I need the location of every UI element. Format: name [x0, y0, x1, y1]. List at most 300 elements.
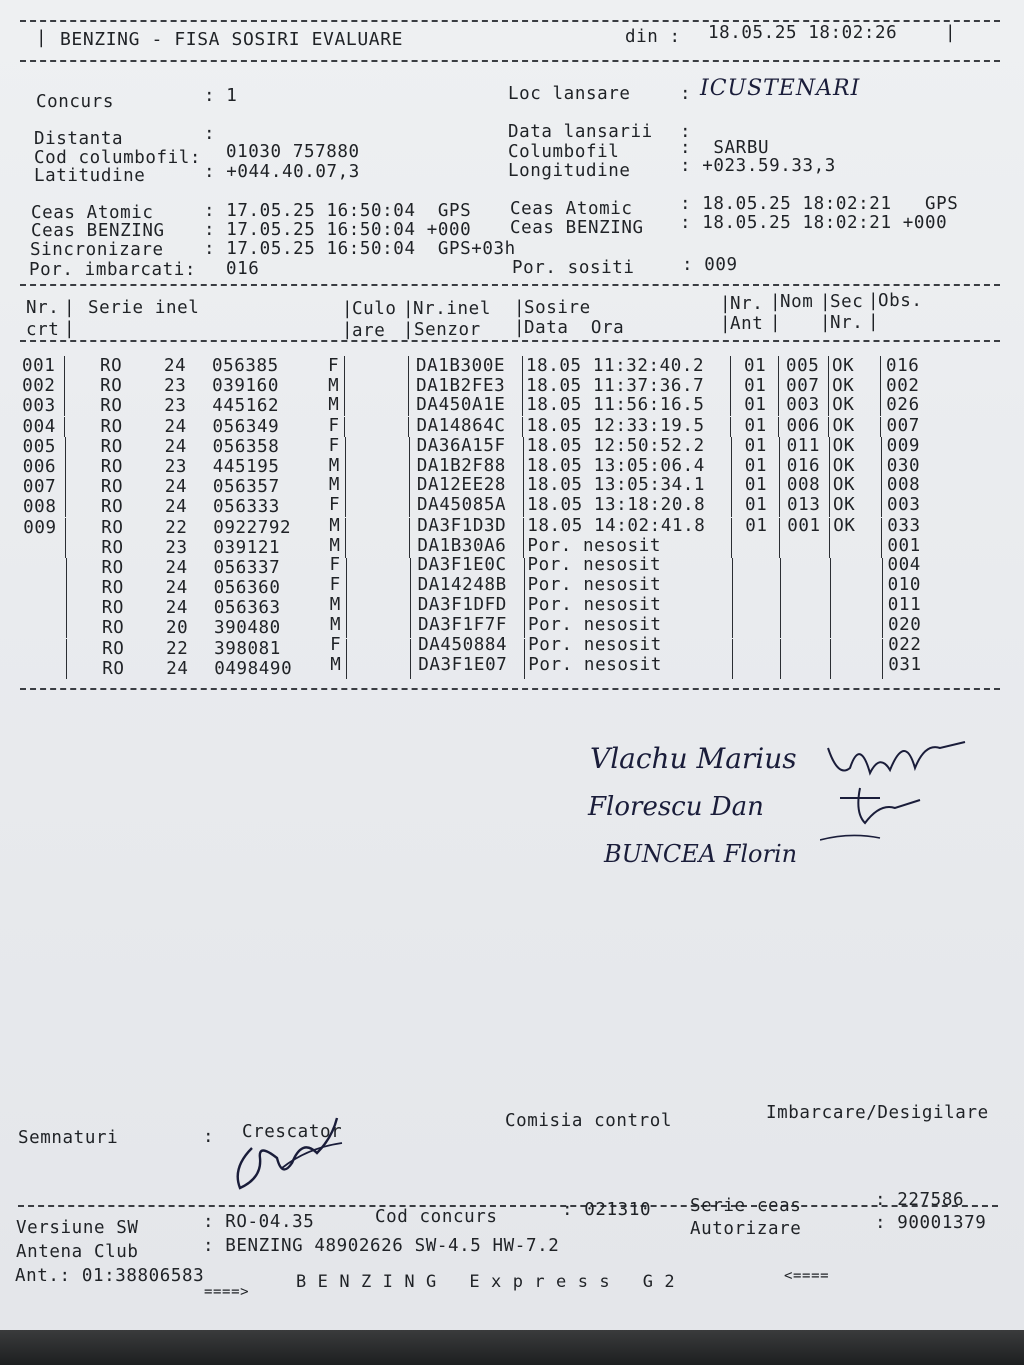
cell-ant: 01	[744, 376, 767, 397]
column-separator	[65, 497, 66, 517]
distanta-value: :	[204, 124, 216, 144]
divider	[18, 1205, 998, 1207]
cell-senzor: DA1B300E	[416, 356, 506, 376]
columbofil-value: : SARBU	[680, 138, 770, 158]
latitudine-label: Latitudine	[34, 166, 146, 186]
cell-an: 24	[164, 356, 187, 376]
cell-tara: RO	[100, 376, 123, 397]
cell-senzor: DA36A15F	[416, 435, 506, 456]
sincronizare-label: Sincronizare	[30, 240, 164, 260]
cell-sex: M	[329, 515, 341, 536]
por-sositi-value: : 009	[682, 255, 738, 275]
column-separator	[524, 618, 525, 638]
column-separator	[880, 356, 881, 376]
table-row	[23, 457, 1002, 477]
column-separator	[409, 437, 410, 457]
column-separator	[346, 618, 347, 638]
column-separator	[523, 538, 524, 558]
table-row	[24, 634, 1002, 659]
column-separator	[409, 538, 410, 558]
cell-sec: OK	[833, 495, 856, 516]
cell-tara: RO	[101, 537, 124, 558]
column-separator	[409, 497, 410, 517]
column-separator	[882, 659, 883, 679]
cell-obs: 004	[887, 554, 921, 575]
column-separator	[64, 356, 65, 376]
cell-sosire: Por. nesosit	[527, 615, 662, 636]
column-separator	[881, 437, 882, 457]
cell-sec: OK	[832, 395, 855, 416]
column-separator	[66, 618, 67, 638]
cell-inel: 039160	[212, 376, 279, 397]
column-separator	[346, 659, 347, 679]
cell-ant: 01	[744, 435, 767, 456]
th-bar: |	[514, 298, 526, 318]
sincronizare-value: : 17.05.25 16:50:04 GPS+03h	[204, 239, 516, 259]
cell-tara: RO	[100, 436, 123, 457]
column-separator	[829, 518, 830, 538]
divider	[20, 20, 1000, 22]
cell-senzor: DA450884	[418, 634, 508, 655]
r-ceas-benzing-label: Ceas BENZING	[510, 218, 644, 238]
column-separator	[780, 639, 781, 659]
cell-nom: 005	[786, 356, 820, 376]
cell-nr: 006	[22, 456, 57, 477]
brand-name: B E N Z I N G E x p r e s s G 2	[296, 1272, 676, 1292]
column-separator	[409, 457, 410, 477]
column-separator	[780, 578, 781, 598]
cell-senzor: DA450A1E	[416, 395, 506, 416]
semnaturi-colon: :	[203, 1127, 215, 1147]
th-bar: |	[770, 313, 782, 333]
column-separator	[828, 356, 829, 376]
cell-inel: 398081	[214, 638, 281, 659]
cell-tara: RO	[100, 356, 123, 376]
th-bar: |	[403, 320, 415, 340]
column-separator	[524, 639, 525, 659]
cell-an: 24	[165, 497, 188, 518]
loc-lansare-label: Loc lansare	[508, 84, 631, 104]
column-separator	[732, 659, 733, 679]
column-separator	[522, 376, 523, 396]
cell-obs: 010	[887, 575, 922, 596]
cell-sex: M	[329, 615, 342, 636]
th-bar: |	[770, 292, 782, 312]
th-nom: Nom	[780, 292, 814, 312]
column-separator	[730, 417, 731, 437]
cell-sec: OK	[832, 376, 855, 397]
cell-nom: 007	[786, 376, 820, 397]
cell-obs: 011	[887, 595, 922, 616]
versiune-label: Versiune SW	[16, 1218, 139, 1238]
handwritten-signatures-scribbles	[820, 728, 980, 858]
column-separator	[730, 396, 731, 416]
column-separator	[66, 659, 67, 679]
cell-sec: OK	[832, 475, 856, 496]
cell-an: 22	[165, 517, 188, 538]
table-row	[24, 615, 1002, 639]
column-separator	[64, 417, 65, 437]
table-row	[23, 535, 1002, 558]
table-row	[24, 554, 1003, 578]
handwritten-name: Vlachu Marius	[590, 742, 797, 775]
column-separator	[731, 457, 732, 477]
cell-senzor: DA1B2FE3	[416, 376, 506, 397]
table-row	[23, 497, 1002, 517]
th-bar: |	[403, 299, 415, 319]
arrivals-table	[22, 356, 1002, 679]
cell-senzor: DA14248B	[417, 575, 507, 596]
column-separator	[828, 396, 829, 416]
cell-sosire: 18.05 14:02:41.8	[527, 515, 706, 536]
th-data-ora: Data Ora	[524, 318, 625, 338]
por-sositi-label: Por. sositi	[512, 258, 635, 278]
column-separator	[732, 578, 733, 598]
cell-tara: RO	[100, 396, 123, 417]
column-separator	[66, 639, 67, 659]
table-row	[22, 376, 1002, 396]
column-separator	[830, 618, 831, 638]
column-separator	[778, 356, 779, 376]
column-separator	[65, 477, 66, 497]
cell-obs: 033	[887, 515, 921, 536]
column-separator	[778, 376, 779, 396]
crescator-signature	[222, 1108, 362, 1198]
cell-sosire: Por. nesosit	[528, 634, 662, 655]
cell-nr: 009	[23, 517, 57, 538]
column-separator	[779, 538, 780, 558]
column-separator	[346, 558, 347, 578]
th-bar: |	[820, 292, 832, 312]
cell-an: 20	[165, 618, 189, 639]
column-separator	[882, 598, 883, 618]
cell-nr: 005	[22, 436, 57, 457]
column-separator	[780, 618, 781, 638]
cell-nr: 003	[22, 396, 56, 417]
column-separator	[829, 538, 830, 558]
cell-obs: 031	[888, 654, 922, 675]
cell-sex: F	[329, 575, 341, 596]
cell-sosire: 18.05 11:37:36.7	[526, 376, 705, 397]
cell-sex: F	[329, 554, 341, 575]
antena-label: Antena Club	[16, 1242, 139, 1262]
th-crt: crt	[26, 320, 60, 340]
cell-obs: 026	[886, 395, 920, 416]
cell-an: 23	[164, 376, 187, 397]
column-separator	[882, 639, 883, 659]
cell-sosire: 18.05 11:56:16.5	[526, 395, 705, 416]
column-separator	[345, 477, 346, 497]
cell-inel: 390480	[213, 618, 281, 639]
column-separator	[410, 578, 411, 598]
handwritten-name: Florescu Dan	[588, 792, 764, 822]
cell-senzor: DA1B30A6	[417, 535, 507, 556]
serie-ceas-label: Serie ceas	[690, 1196, 802, 1216]
cell-obs: 009	[886, 435, 921, 456]
column-separator	[881, 538, 882, 558]
cell-sosire: 18.05 11:32:40.2	[526, 356, 705, 376]
crescator-label: Crescator	[242, 1122, 343, 1142]
th-culo: Culo	[352, 299, 397, 319]
th-are: are	[352, 321, 386, 341]
column-separator	[65, 538, 66, 558]
column-separator	[829, 477, 830, 497]
versiune-value: : RO-04.35	[203, 1212, 315, 1232]
cell-ant: 01	[745, 495, 768, 516]
cell-ant: 01	[744, 356, 767, 376]
column-separator	[410, 618, 411, 638]
column-separator	[778, 396, 779, 416]
cell-senzor: DA12EE28	[416, 475, 506, 496]
column-separator	[829, 497, 830, 517]
column-separator	[778, 417, 779, 437]
th-sec: Sec	[830, 292, 864, 312]
column-separator	[829, 457, 830, 477]
cell-an: 23	[164, 456, 188, 477]
cell-obs: 030	[886, 455, 921, 476]
column-separator	[346, 639, 347, 659]
column-separator	[830, 578, 831, 598]
cell-sex: M	[328, 376, 340, 397]
cell-sex: F	[328, 435, 340, 456]
column-separator	[344, 417, 345, 437]
cell-sosire: Por. nesosit	[528, 654, 662, 675]
cell-sec: OK	[832, 356, 855, 376]
loc-lansare-handwritten: ICUSTENARI	[700, 76, 861, 101]
cell-inel: 039121	[213, 537, 281, 558]
cell-sex: F	[328, 356, 340, 376]
handwritten-name: BUNCEA Florin	[604, 840, 798, 868]
cell-sex: M	[330, 654, 342, 675]
column-separator	[64, 376, 65, 396]
cod-columbofil-value: 01030 757880	[226, 142, 360, 162]
column-separator	[524, 659, 525, 679]
cell-obs: 020	[887, 615, 922, 636]
cell-tara: RO	[100, 416, 123, 437]
th-bar: |	[64, 298, 76, 318]
column-separator	[64, 396, 65, 416]
cell-inel: 056363	[213, 598, 281, 619]
cell-sec: OK	[832, 415, 855, 436]
column-separator	[780, 659, 781, 679]
por-imbarcati-label: Por. imbarcati:	[29, 260, 197, 280]
column-separator	[524, 558, 525, 578]
column-separator	[732, 598, 733, 618]
cell-nom: 003	[786, 395, 820, 416]
th-bar: |	[820, 313, 832, 333]
th-bar: |	[64, 319, 76, 339]
cell-ant: 01	[745, 515, 768, 536]
columbofil-label: Columbofil	[508, 142, 620, 162]
column-separator	[523, 437, 524, 457]
column-separator	[828, 417, 829, 437]
cell-obs: 002	[886, 376, 920, 397]
table-row	[22, 356, 1002, 376]
table-row	[22, 417, 1002, 437]
column-separator	[830, 558, 831, 578]
column-separator	[409, 518, 410, 538]
cell-sex: F	[330, 634, 342, 655]
cell-nom: 001	[787, 515, 821, 536]
th-sosire: Sosire	[524, 298, 591, 318]
autorizare-value: : 90001379	[875, 1213, 987, 1233]
th-bar: |	[342, 320, 354, 340]
cell-tara: RO	[101, 578, 124, 599]
column-separator	[65, 518, 66, 538]
imbarcare-label: Imbarcare/Desigilare	[766, 1103, 989, 1123]
cell-tara: RO	[101, 618, 125, 639]
cell-inel: 0498490	[214, 658, 293, 679]
r-ceas-benzing-value: : 18.05.25 18:02:21 +000	[680, 213, 948, 233]
cell-inel: 056349	[212, 416, 280, 437]
th-senzor: Senzor	[414, 320, 481, 340]
column-separator	[882, 558, 883, 578]
th-bar: |	[514, 318, 526, 338]
column-separator	[881, 497, 882, 517]
cell-an: 22	[166, 638, 189, 659]
cell-obs: 003	[887, 495, 921, 516]
cell-senzor: DA1B2F88	[416, 455, 506, 476]
cell-sec: OK	[832, 455, 856, 476]
longitudine-label: Longitudine	[508, 161, 631, 181]
column-separator	[523, 497, 524, 517]
r-ceas-atomic-label: Ceas Atomic	[510, 199, 633, 219]
column-separator	[880, 376, 881, 396]
column-separator	[779, 497, 780, 517]
column-separator	[345, 518, 346, 538]
page-title: BENZING - FISA SOSIRI EVALUARE	[60, 29, 404, 50]
column-separator	[524, 578, 525, 598]
cell-tara: RO	[100, 477, 124, 498]
column-separator	[410, 659, 411, 679]
th-bar: |	[868, 291, 880, 311]
column-separator	[779, 477, 780, 497]
column-separator	[410, 639, 411, 659]
divider	[20, 688, 1000, 690]
column-separator	[881, 518, 882, 538]
table-row	[24, 575, 1002, 599]
column-separator	[66, 598, 67, 618]
cell-senzor: DA3F1E0C	[417, 554, 507, 575]
cell-ant: 01	[744, 475, 768, 496]
cell-nom: 016	[786, 455, 821, 476]
semnaturi-label: Semnaturi	[18, 1128, 119, 1148]
serie-ceas-value: : 227586	[875, 1190, 965, 1210]
cell-sosire: 18.05 13:05:06.4	[526, 455, 705, 476]
cell-sex: F	[328, 415, 340, 436]
cell-senzor: DA3F1E07	[418, 654, 508, 675]
ceas-benzing-value: : 17.05.25 16:50:04 +000	[204, 220, 472, 240]
cell-sec: OK	[832, 435, 855, 456]
column-separator	[345, 538, 346, 558]
th-ant: Ant	[730, 314, 764, 334]
distanta-label: Distanta	[34, 129, 124, 149]
column-separator	[731, 497, 732, 517]
ant-club-value: Ant.: 01:38806583	[15, 1266, 205, 1286]
divider	[20, 284, 1000, 286]
column-separator	[65, 457, 66, 477]
brand-arrow-right: <====	[784, 1268, 830, 1284]
column-separator	[523, 457, 524, 477]
cell-sosire: 18.05 13:18:20.8	[527, 495, 706, 516]
cell-sosire: 18.05 12:33:19.5	[526, 415, 705, 436]
cell-sex: M	[329, 595, 341, 616]
table-row	[23, 477, 1002, 497]
cell-sex: M	[328, 475, 341, 496]
ceas-atomic-label: Ceas Atomic	[31, 203, 154, 223]
cell-nr: 001	[22, 356, 56, 376]
cell-an: 23	[165, 537, 188, 558]
column-separator	[732, 639, 733, 659]
cell-tara: RO	[100, 456, 124, 477]
th-bar: |	[342, 299, 354, 319]
cell-nr: 007	[22, 477, 57, 498]
th-sec-nr: Nr.	[830, 313, 864, 333]
comisia-label: Comisia control	[505, 1111, 673, 1131]
column-separator	[829, 437, 830, 457]
cell-an: 24	[164, 477, 188, 498]
th-bar: |	[720, 314, 732, 334]
table-row	[22, 396, 1002, 416]
cell-inel: 445162	[212, 396, 280, 417]
table-row	[24, 595, 1002, 619]
cell-sosire: Por. nesosit	[527, 535, 661, 556]
column-separator	[731, 477, 732, 497]
column-separator	[524, 598, 525, 618]
cell-senzor: DA45085A	[417, 495, 507, 516]
r-ceas-atomic-value: : 18.05.25 18:02:21 GPS	[680, 194, 959, 214]
column-separator	[345, 437, 346, 457]
column-separator	[730, 376, 731, 396]
latitudine-value: : +044.40.07,3	[204, 162, 360, 182]
column-separator	[523, 477, 524, 497]
cell-tara: RO	[101, 517, 124, 538]
column-separator	[344, 376, 345, 396]
column-separator	[731, 518, 732, 538]
cell-inel: 056357	[212, 477, 280, 498]
column-separator	[522, 396, 523, 416]
column-separator	[780, 558, 781, 578]
cell-sex: M	[328, 455, 340, 476]
longitudine-value: : +023.59.33,3	[680, 156, 836, 176]
cell-ant: 01	[744, 395, 767, 416]
cell-nom: 013	[787, 495, 821, 516]
concurs-label: Concurs	[36, 92, 114, 112]
column-separator	[882, 578, 883, 598]
por-imbarcati-value: 016	[226, 259, 260, 279]
cell-inel: 056333	[213, 497, 280, 518]
column-separator	[408, 396, 409, 416]
column-separator	[408, 376, 409, 396]
column-separator	[345, 457, 346, 477]
cell-an: 23	[164, 396, 187, 417]
column-separator	[346, 598, 347, 618]
desk-background	[0, 1330, 1024, 1365]
th-obs: Obs.	[878, 291, 923, 311]
cell-sex: M	[328, 395, 340, 416]
cell-an: 24	[166, 658, 189, 679]
cell-sosire: Por. nesosit	[527, 554, 662, 575]
column-separator	[881, 477, 882, 497]
column-separator	[830, 639, 831, 659]
column-separator	[732, 618, 733, 638]
table-row	[23, 515, 1002, 538]
column-separator	[408, 417, 409, 437]
cell-sosire: 18.05 13:05:34.1	[526, 475, 706, 496]
cell-obs: 008	[886, 475, 921, 496]
cell-senzor: DA14864C	[416, 415, 506, 436]
column-separator	[410, 598, 411, 618]
